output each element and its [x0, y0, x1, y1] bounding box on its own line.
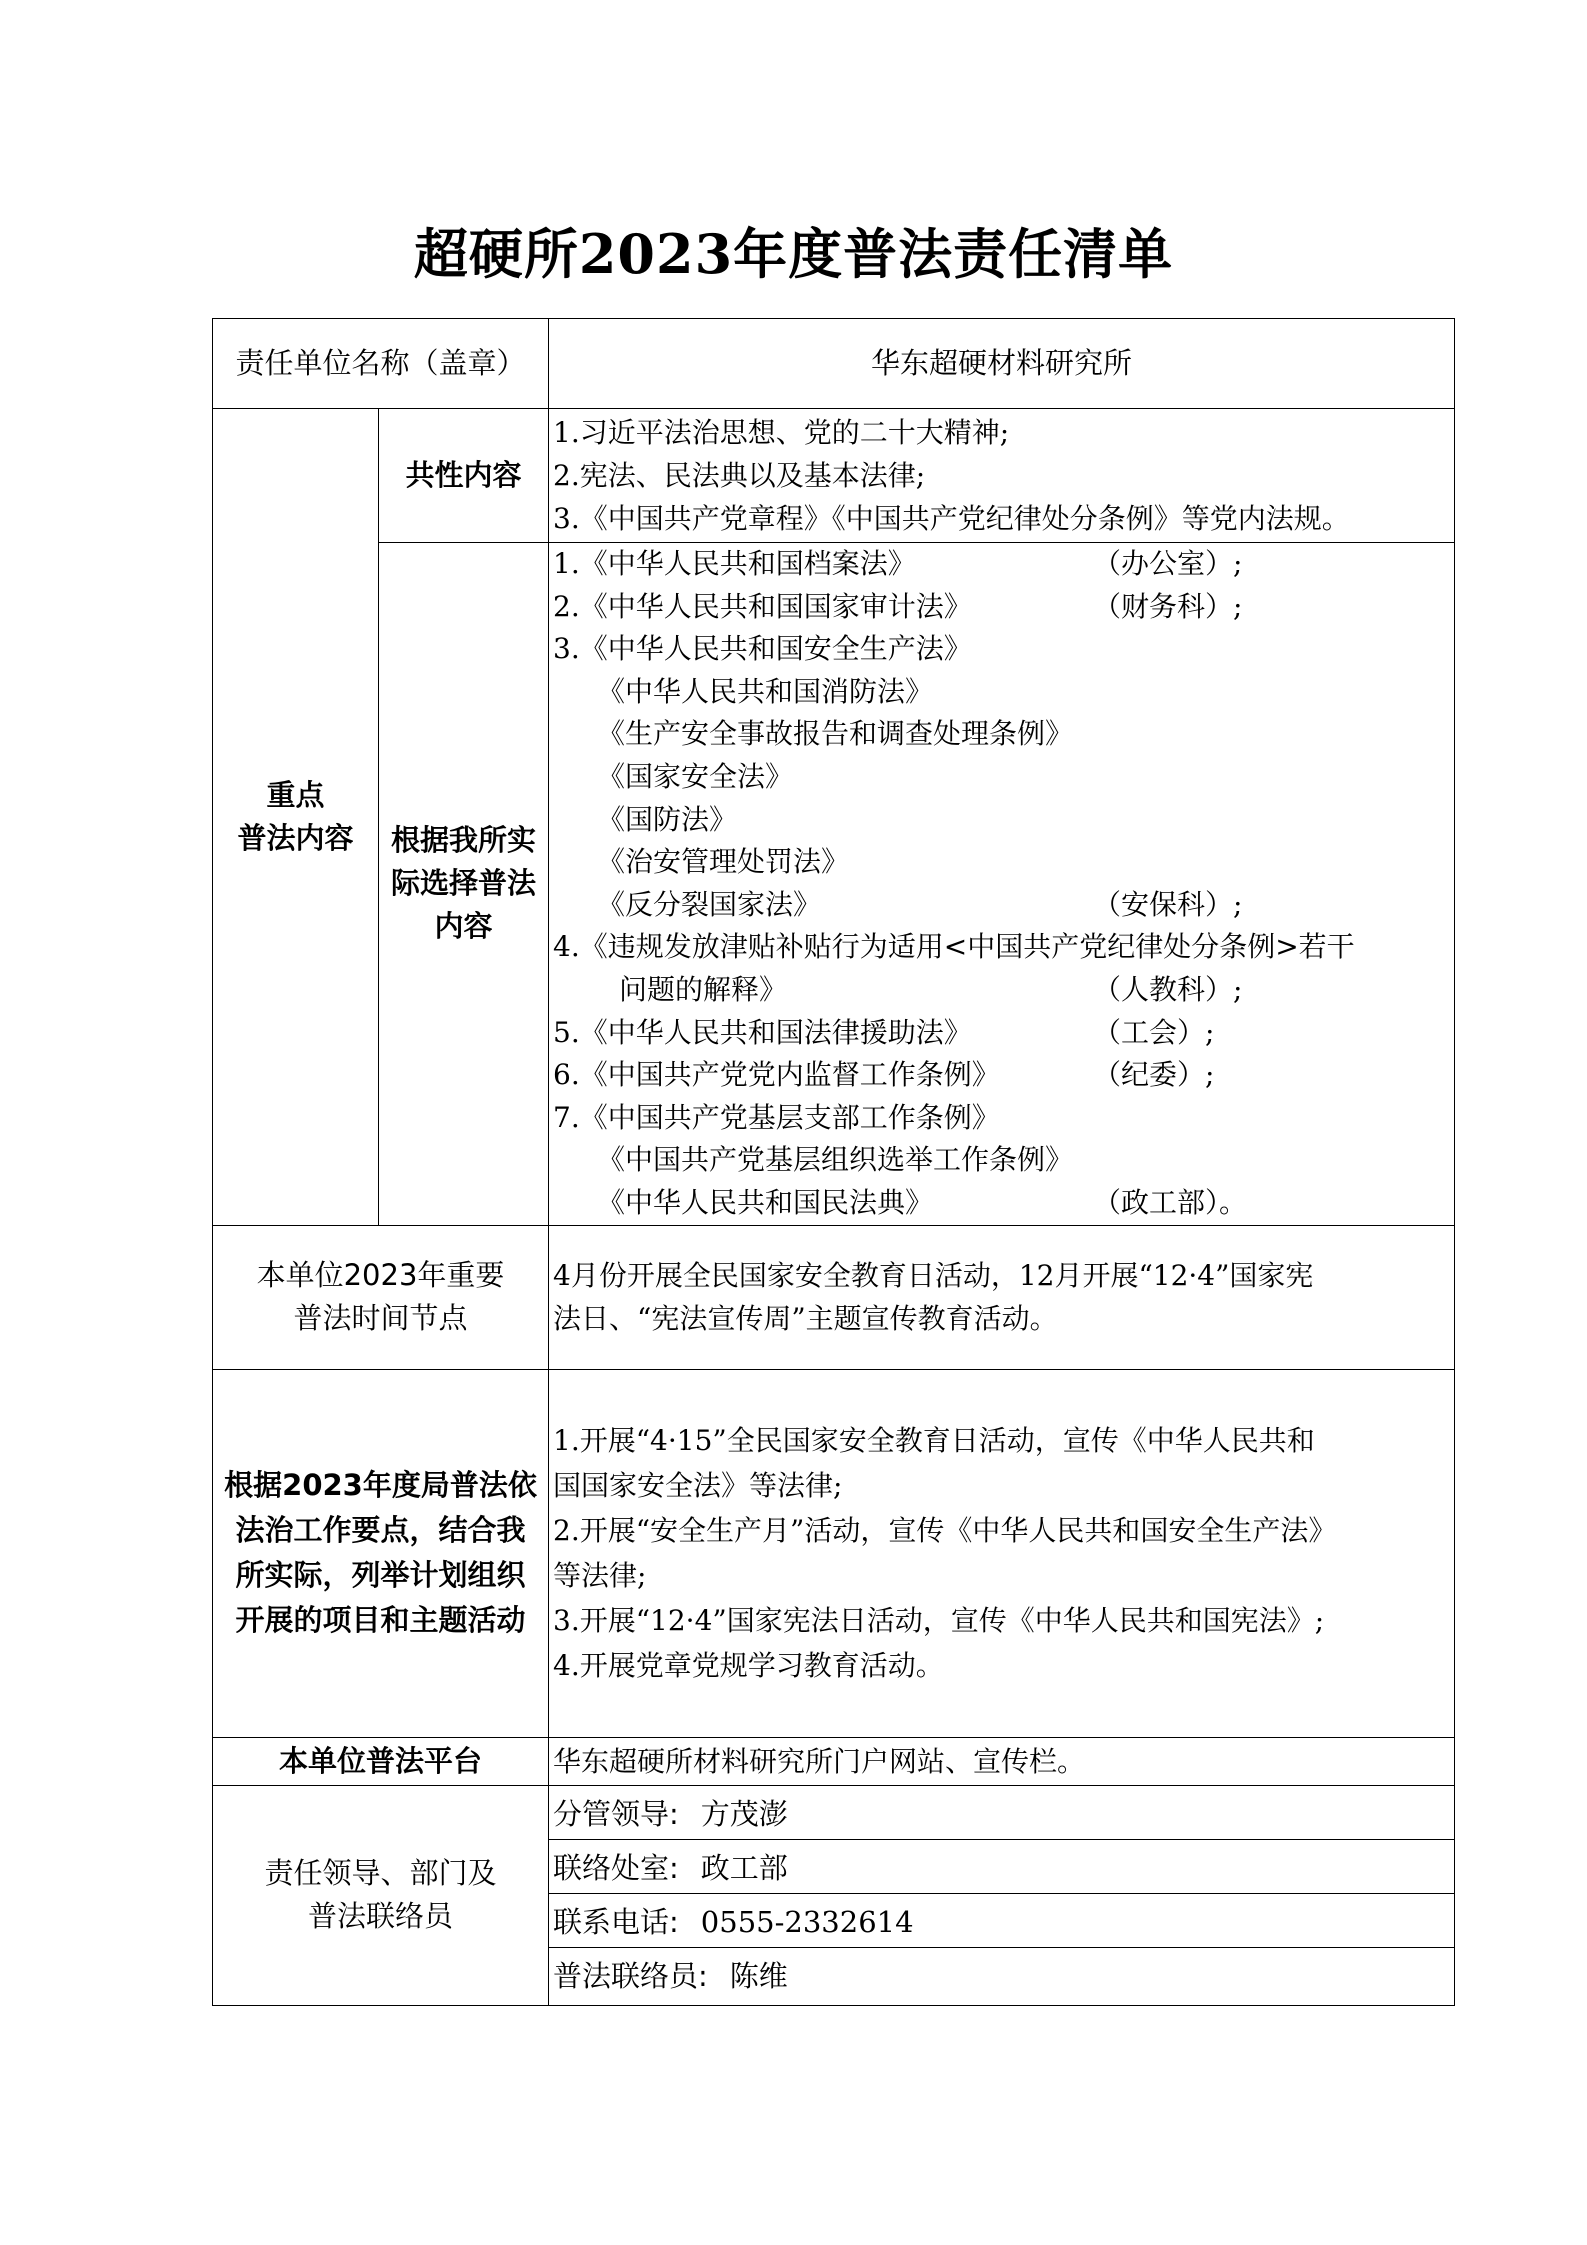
selected-label-line1: 根据我所实 [391, 823, 537, 858]
selected-line-12: 5.《中华人民共和国法律援助法》 （工会）; [553, 1015, 1215, 1049]
unit-label: 责任单位名称（盖章） [213, 319, 549, 409]
contact-value: 方茂澎 [700, 1796, 788, 1831]
key-content-label [213, 409, 379, 1226]
time-nodes-label-line2: 普法时间节点 [293, 1301, 468, 1335]
selected-line-5: 《生产安全事故报告和调查处理条例》 [597, 717, 1074, 751]
activity-line-5: 3.开展“12·4”国家宪法日活动，宣传《中华人民共和国宪法》; [553, 1604, 1325, 1637]
time-nodes-line1: 4月份开展全民国家安全教育日活动，12月开展“12·4”国家宪 [553, 1259, 1314, 1292]
time-nodes-row [213, 1225, 1455, 1369]
contact-row-liaison [549, 1947, 1454, 2001]
activities-list [549, 1369, 1455, 1737]
selected-line-16: 《中华人民共和国民法典》 （政工部）。 [597, 1185, 1248, 1219]
contact-key: 联系电话: [553, 1904, 679, 1939]
contacts-cell [549, 1785, 1455, 2005]
contacts-table [549, 1786, 1454, 2001]
selected-line-9: 《反分裂国家法》 （安保科）; [597, 887, 1243, 921]
platform-row [213, 1737, 1455, 1785]
activities-label-line3: 所实际，列举计划组织 [235, 1558, 526, 1592]
time-nodes-text [549, 1225, 1455, 1369]
page-title: 超硬所2023年度普法责任清单 [413, 222, 1174, 286]
activities-label-line1: 根据2023年度局普法依 [224, 1468, 537, 1502]
selected-line-6: 《国家安全法》 [597, 759, 794, 793]
common-item-1: 1.习近平法治思想、党的二十大精神; [553, 416, 1010, 449]
activity-line-6: 4.开展党章党规学习教育活动。 [553, 1649, 944, 1682]
contacts-row [213, 1785, 1455, 2005]
selected-content-label [379, 543, 549, 1226]
activities-label-line2: 法治工作要点，结合我 [235, 1513, 526, 1547]
contacts-label-line2: 普法联络员 [308, 1899, 454, 1933]
unit-value: 华东超硬材料研究所 [549, 319, 1455, 409]
common-content-label: 共性内容 [379, 409, 549, 543]
platform-value: 华东超硬所材料研究所门户网站、宣传栏。 [549, 1737, 1455, 1785]
selected-line-4: 《中华人民共和国消防法》 [597, 674, 934, 708]
responsibility-table [212, 318, 1455, 2006]
contact-row-leader [549, 1786, 1454, 1840]
activities-label-line4: 开展的项目和主题活动 [235, 1603, 526, 1637]
time-nodes-label-line1: 本单位2023年重要 [256, 1258, 505, 1292]
contact-row-office [549, 1839, 1454, 1893]
selected-line-14: 7.《中国共产党基层支部工作条例》 [553, 1100, 1000, 1134]
selected-line-7: 《国防法》 [597, 802, 738, 836]
common-content-row [213, 409, 1455, 543]
selected-content-list [549, 543, 1455, 1226]
selected-line-13: 6.《中国共产党党内监督工作条例》 （纪委）; [553, 1058, 1215, 1092]
selected-line-11: 问题的解释》 （人教科）; [619, 972, 1243, 1006]
selected-line-8: 《治安管理处罚法》 [597, 845, 850, 879]
selected-line-15: 《中国共产党基层组织选举工作条例》 [597, 1143, 1074, 1177]
selected-content-row [213, 543, 1455, 1226]
time-nodes-line2: 法日、“宪法宣传周”主题宣传教育活动。 [553, 1302, 1058, 1335]
key-content-label-line2: 普法内容 [237, 820, 354, 855]
contact-value: 0555-2332614 [700, 1904, 914, 1939]
contact-value: 陈维 [729, 1958, 788, 1993]
activities-label [213, 1369, 549, 1737]
selected-line-3: 3.《中华人民共和国安全生产法》 [553, 632, 972, 666]
selected-line-10: 4.《违规发放津贴补贴行为适用<中国共产党纪律处分条例>若干 [553, 930, 1355, 964]
contact-row-phone [549, 1893, 1454, 1947]
contact-key: 普法联络员: [553, 1958, 708, 1993]
contact-key: 分管领导: [553, 1796, 679, 1831]
key-content-label-line1: 重点 [266, 777, 325, 812]
activity-line-1: 1.开展“4·15”全民国家安全教育日活动，宣传《中华人民共和 [553, 1424, 1315, 1457]
contacts-label [213, 1785, 549, 2005]
selected-label-line2: 际选择普法 [391, 866, 537, 901]
time-nodes-label [213, 1225, 549, 1369]
platform-label: 本单位普法平台 [213, 1737, 549, 1785]
contact-key: 联络处室: [553, 1850, 679, 1885]
selected-line-1: 1.《中华人民共和国档案法》 （办公室）; [553, 547, 1243, 580]
selected-label-line3: 内容 [434, 909, 493, 944]
contacts-label-line1: 责任领导、部门及 [264, 1856, 497, 1890]
unit-row [213, 319, 1455, 409]
activity-line-3: 2.开展“安全生产月”活动，宣传《中华人民共和国安全生产法》 [553, 1514, 1337, 1547]
contact-value: 政工部 [700, 1850, 788, 1885]
common-content-list [549, 409, 1455, 543]
activity-line-2: 国国家安全法》等法律; [553, 1469, 843, 1502]
common-item-2: 2.宪法、民法典以及基本法律; [553, 459, 926, 492]
common-item-3: 3.《中国共产党章程》《中国共产党纪律处分条例》等党内法规。 [553, 502, 1350, 535]
selected-line-2: 2.《中华人民共和国国家审计法》 （财务科）; [553, 589, 1243, 623]
activity-line-4: 等法律; [553, 1559, 647, 1592]
activities-row [213, 1369, 1455, 1737]
